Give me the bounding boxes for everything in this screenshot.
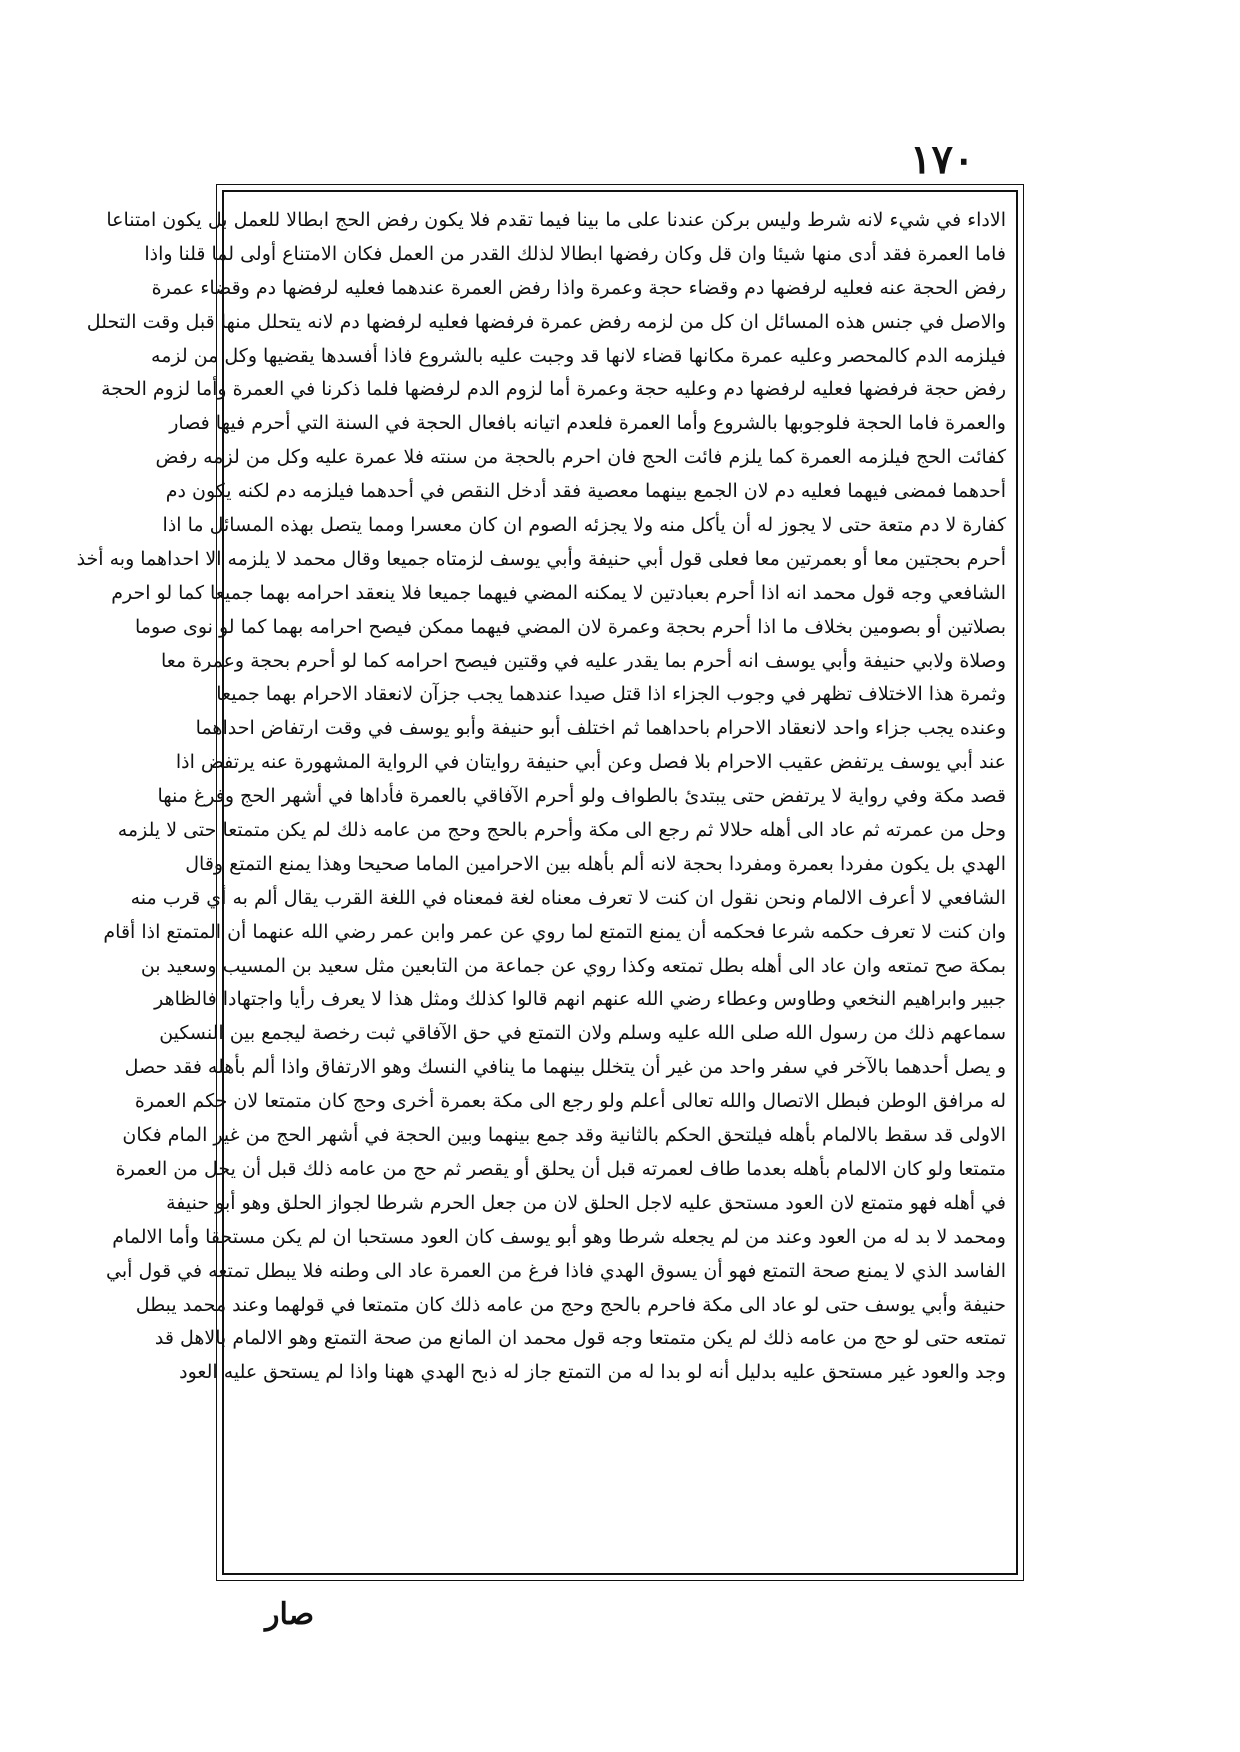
text-line: وعنده يجب جزاء واحد لانعقاد الاحرام باحداهما ثم اختلف أبو حنيفة وأبو يوسف في وقت ارتفاض احداهما	[195, 717, 1006, 740]
text-line: الهدي بل يكون مفردا بعمرة ومفردا بحجة لانه ألم بأهله بين الاحرامين الماما صحيحا وهذا يمنع التمتع وقال	[185, 852, 1006, 875]
text-line: وحل من عمرته ثم عاد الى أهله حلالا ثم رجع الى مكة وأحرم بالحج وحج من عامه ذلك لم يكن متمتعا حتى لا يلزمه	[117, 819, 1006, 842]
text-line: وثمرة هذا الاختلاف تظهر في وجوب الجزاء اذا قتل صيدا عندهما يجب جزآن لانعقاد الاحرام بهما جميعا	[216, 683, 1006, 706]
text-line: أحرم بحجتين معا أو بعمرتين معا فعلى قول أبي حنيفة وأبي يوسف لزمتاه جميعا وقال محمد لا يلزمه الا احداهما وبه أخذ	[76, 547, 1006, 570]
text-line: قصد مكة وفي رواية لا يرتفض حتى يبتدئ بالطواف ولو أحرم الآفاقي بالعمرة فأداها في أشهر الحج وفرغ منها	[157, 785, 1006, 808]
text-line: بمكة صح تمتعه وان عاد الى أهله بطل تمتعه وكذا روي عن جماعة من التابعين مثل سعيد بن المسيب وسعيد بن	[140, 954, 1006, 977]
catchword: صار	[265, 1597, 315, 1632]
text-line: الشافعي وجه قول محمد انه اذا أحرم بعبادتين لا يمكنه المضي فيهما جميعا فلا ينعقد احرامه بهما جميعا كما لو احرم	[111, 581, 1006, 604]
text-line: و يصل أحدهما بالآخر في سفر واحد من غير أن يتخلل بينهما ما ينافي النسك وهو الارتفاق واذا ألم بأهله فقد حصل	[124, 1056, 1006, 1079]
text-line: سماعهم ذلك من رسول الله صلى الله عليه وسلم ولان التمتع في حق الآفاقي ثبت رخصة ليجمع بين النسكين	[159, 1022, 1006, 1045]
text-line: والاصل في جنس هذه المسائل ان كل من لزمه رفض عمرة فرفضها فعليه لرفضها دم لانه يتحلل منها قبل وقت التحلل	[86, 310, 1006, 333]
text-line: وجد والعود غير مستحق عليه بدليل أنه لو بدا له من التمتع جاز له ذبح الهدي ههنا واذا لم يستحق عليه العود	[179, 1361, 1006, 1384]
text-line: فيلزمه الدم كالمحصر وعليه عمرة مكانها قضاء لانها قد وجبت عليه بالشروع فاذا أفسدها يقضيها وكل من لزمه	[151, 344, 1006, 367]
text-line: في أهله فهو متمتع لان العود مستحق عليه لاجل الحلق لان من جعل الحرم شرطا لجواز الحلق وهو أبو حنيفة	[166, 1191, 1006, 1214]
text-line: حنيفة وأبي يوسف حتى لو عاد الى مكة فاحرم بالحج وحج من عامه ذلك كان متمتعا في قولهما وعند محمد يبطل	[135, 1293, 1006, 1316]
text-line: رفض حجة فرفضها فعليه لرفضها دم وعليه حجة وعمرة أما لزوم الدم لرفضها فلما ذكرنا في العمرة وأما لزوم الحجة	[101, 378, 1006, 401]
text-line: الاداء في شيء لانه شرط وليس بركن عندنا على ما بينا فيما تقدم فلا يكون رفض الحج ابطالا للعمل بل يكون امتناعا	[106, 209, 1006, 231]
text-line: كفائت الحج فيلزمه العمرة كما يلزم فائت الحج فان احرم بالحجة من سنته فلا عمرة عليه وكل من لزمه رفض	[155, 446, 1006, 469]
text-line: رفض الحجة عنه فعليه لرفضها دم وقضاء حجة وعمرة واذا رفض العمرة عندهما فعليه لرفضها دم وقضاء عمرة	[151, 276, 1006, 299]
text-line: كفارة لا دم متعة حتى لا يجوز له أن يأكل منه ولا يجزئه الصوم ان كان معسرا ومما يتصل بهذه المسائل ما اذا	[162, 514, 1006, 537]
text-line: تمتعه حتى لو حج من عامه ذلك لم يكن متمتعا وجه قول محمد ان المانع من صحة التمتع وهو الالمام بالاهل قد	[154, 1327, 1006, 1350]
text-line: جبير وابراهيم النخعي وطاوس وعطاء رضي الله عنهم انهم قالوا كذلك ومثل هذا لا يعرف رأيا واجتهادا فالظاهر	[154, 988, 1006, 1011]
text-line: له مرافق الوطن فبطل الاتصال والله تعالى أعلم ولو رجع الى مكة بعمرة أخرى وحج كان متمتعا لان حكم العمرة	[134, 1090, 1006, 1113]
text-line: الشافعي لا أعرف الالمام ونحن نقول ان كنت لا تعرف معناه لغة فمعناه في اللغة القرب يقال ألم به أي قرب منه	[130, 886, 1006, 909]
text-line: عند أبي يوسف يرتفض عقيب الاحرام بلا فصل وعن أبي حنيفة روايتان في الرواية المشهورة عنه يرتفض اذا	[175, 751, 1006, 774]
text-line: أحدهما فمضى فيهما فعليه دم لان الجمع بينهما معصية فقد أدخل النقص في أحدهما فيلزمه دم لكنه يكون دم	[165, 480, 1006, 503]
text-line: فاما العمرة فقد أدى منها شيئا وان قل وكان رفضها ابطالا لذلك القدر من العمل فكان الامتناع أولى لما قلنا واذا	[144, 242, 1006, 265]
text-line: متمتعا ولو كان الالمام بأهله بعدما طاف لعمرته قبل أن يحلق أو يقصر ثم حج من عامه ذلك قبل أن يحل من العمرة	[115, 1157, 1006, 1180]
text-line: وصلاة ولابي حنيفة وأبي يوسف انه أحرم بما يقدر عليه في وقتين فيصح احرامه كما لو أحرم بحجة وعمرة معا	[160, 649, 1006, 672]
text-line: بصلاتين أو بصومين بخلاف ما اذا أحرم بحجة وعمرة لان المضي فيهما ممكن فيصح احرامه بهما كما لو نوى صوما	[135, 615, 1006, 638]
text-frame	[76, 190, 1018, 1575]
text-body	[76, 204, 1006, 1563]
text-line: وان كنت لا تعرف حكمه شرعا فحكمه أن يمنع التمتع لما روي عن عمر وابن عمر رضي الله عنهما أن المتمتع اذا أقام	[103, 920, 1006, 943]
page-number: ١٧٠	[910, 136, 975, 183]
text-line: والعمرة فاما الحجة فلوجوبها بالشروع وأما العمرة فلعدم اتيانه بافعال الحجة في السنة التي أحرم فيها فصار	[169, 412, 1006, 435]
text-line: الاولى قد سقط بالالمام بأهله فيلتحق الحكم بالثانية وقد جمع بينهما وبين الحجة في أشهر الحج من غير المام فكان	[122, 1124, 1006, 1147]
text-line: ومحمد لا بد له من العود وعند من لم يجعله شرطا وهو أبو يوسف كان العود مستحبا ان لم يكن مستحقا وأما الالمام	[112, 1225, 1006, 1248]
text-line: الفاسد الذي لا يمنع صحة التمتع فهو أن يسوق الهدي فاذا فرغ من العمرة عاد الى وطنه فلا يبطل تمتعه في قول أبي	[106, 1259, 1006, 1282]
